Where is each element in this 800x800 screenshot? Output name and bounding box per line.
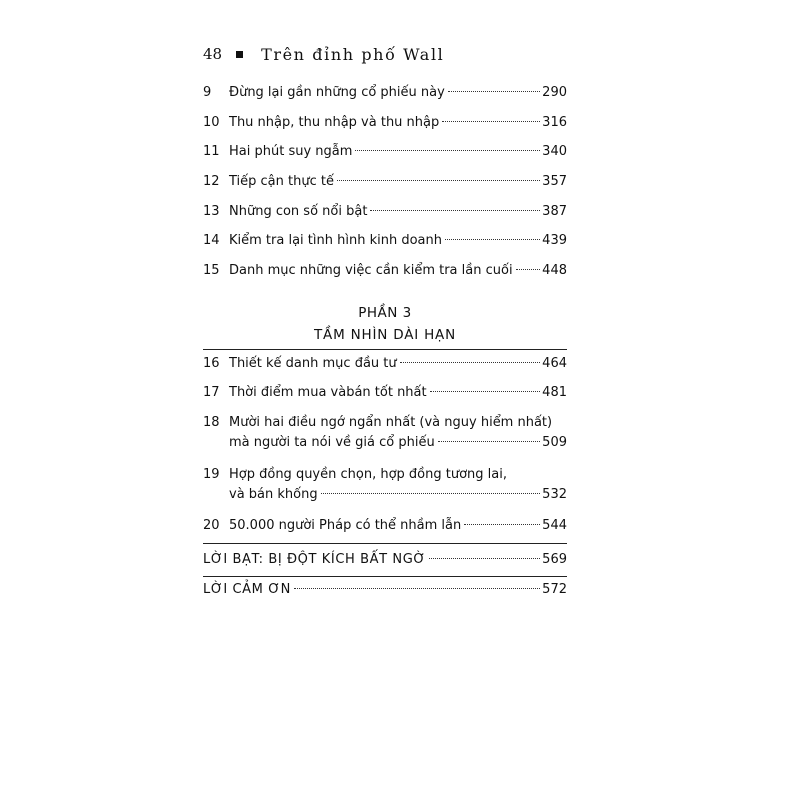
chapter-title: Mười hai điều ngớ ngẩn nhất (và nguy hiểm nhất)	[229, 415, 553, 430]
chapter-title: Tiếp cận thực tế	[229, 174, 334, 189]
toc-entry-20	[203, 516, 567, 536]
toc-entry-15	[203, 261, 567, 281]
chapter-number: 16	[203, 356, 220, 371]
section-title: LỜI CẢM ƠN	[203, 582, 291, 597]
toc-entry-12	[203, 172, 567, 192]
section-title: LỜI BẠT: BỊ ĐỘT KÍCH BẤT NGỜ	[203, 552, 426, 567]
dot-leader	[400, 362, 541, 363]
chapter-page: 290	[542, 85, 567, 100]
toc-entry-10	[203, 113, 567, 133]
toc-entry-9	[203, 83, 567, 103]
dot-leader	[430, 391, 541, 392]
divider-rule	[203, 543, 567, 544]
dot-leader	[337, 180, 540, 181]
chapter-title: Hai phút suy ngẫm	[229, 144, 353, 159]
part-label	[203, 303, 567, 323]
toc-entry-afterword	[203, 550, 567, 570]
part-label-text: PHẦN 3	[358, 305, 412, 321]
chapter-number: 14	[203, 233, 220, 248]
divider-rule	[203, 349, 567, 350]
chapter-page: 316	[542, 115, 567, 130]
chapter-title: Những con số nổi bật	[229, 204, 368, 219]
chapter-number: 18	[203, 415, 220, 430]
toc-entry-16	[203, 354, 567, 374]
dot-leader	[438, 441, 540, 442]
dot-leader	[321, 493, 541, 494]
chapter-title: Thu nhập, thu nhập và thu nhập	[229, 115, 440, 130]
chapter-number: 17	[203, 385, 220, 400]
dot-leader	[294, 588, 540, 589]
book-title: Trên đỉnh phố Wall	[261, 44, 445, 64]
chapter-page: 544	[542, 518, 567, 533]
dot-leader	[464, 524, 540, 525]
divider-rule	[203, 576, 567, 577]
chapter-page: 340	[542, 144, 567, 159]
page-number: 48	[203, 45, 223, 63]
chapter-title: Thời điểm mua vàbán tốt nhất	[229, 385, 427, 400]
chapter-page: 464	[542, 356, 567, 371]
dot-leader	[448, 91, 540, 92]
toc-entry-18	[203, 413, 567, 453]
chapter-title-continued: và bán khống	[229, 487, 318, 502]
dot-leader	[442, 121, 540, 122]
chapter-page: 357	[542, 174, 567, 189]
dot-leader	[370, 210, 540, 211]
chapter-page: 481	[542, 385, 567, 400]
running-header	[203, 42, 444, 66]
chapter-number: 9	[203, 85, 212, 100]
chapter-title-continued: mà người ta nói về giá cổ phiếu	[229, 435, 435, 450]
toc-entry-11	[203, 142, 567, 162]
chapter-number: 11	[203, 144, 220, 159]
chapter-title: Thiết kế danh mục đầu tư	[229, 356, 397, 371]
dot-leader	[429, 558, 540, 559]
dot-leader	[355, 150, 540, 151]
chapter-page: 387	[542, 204, 567, 219]
chapter-title: Hợp đồng quyền chọn, hợp đồng tương lai,	[229, 467, 507, 482]
chapter-number: 15	[203, 263, 220, 278]
chapter-number: 19	[203, 467, 220, 482]
dot-leader	[516, 269, 541, 270]
part-title-text: TẦM NHÌN DÀI HẠN	[314, 327, 456, 343]
chapter-page: 439	[542, 233, 567, 248]
chapter-page: 509	[542, 435, 567, 450]
chapter-title: Kiểm tra lại tình hình kinh doanh	[229, 233, 442, 248]
chapter-page: 532	[542, 487, 567, 502]
toc-entry-17	[203, 383, 567, 403]
chapter-number: 13	[203, 204, 220, 219]
dot-leader	[445, 239, 540, 240]
chapter-number: 12	[203, 174, 220, 189]
section-page: 572	[542, 582, 567, 597]
toc-entry-acknowledgments	[203, 580, 567, 600]
chapter-page: 448	[542, 263, 567, 278]
chapter-title: Danh mục những việc cần kiểm tra lần cuối	[229, 263, 513, 278]
square-bullet-icon	[236, 51, 243, 58]
chapter-number: 20	[203, 518, 220, 533]
toc-entry-14	[203, 231, 567, 251]
chapter-number: 10	[203, 115, 220, 130]
toc-entry-13	[203, 202, 567, 222]
part-title	[203, 325, 567, 345]
chapter-title: 50.000 người Pháp có thể nhầm lẫn	[229, 518, 462, 533]
chapter-title: Đừng lại gần những cổ phiếu này	[229, 85, 445, 100]
section-page: 569	[542, 552, 567, 567]
toc-entry-19	[203, 465, 567, 505]
